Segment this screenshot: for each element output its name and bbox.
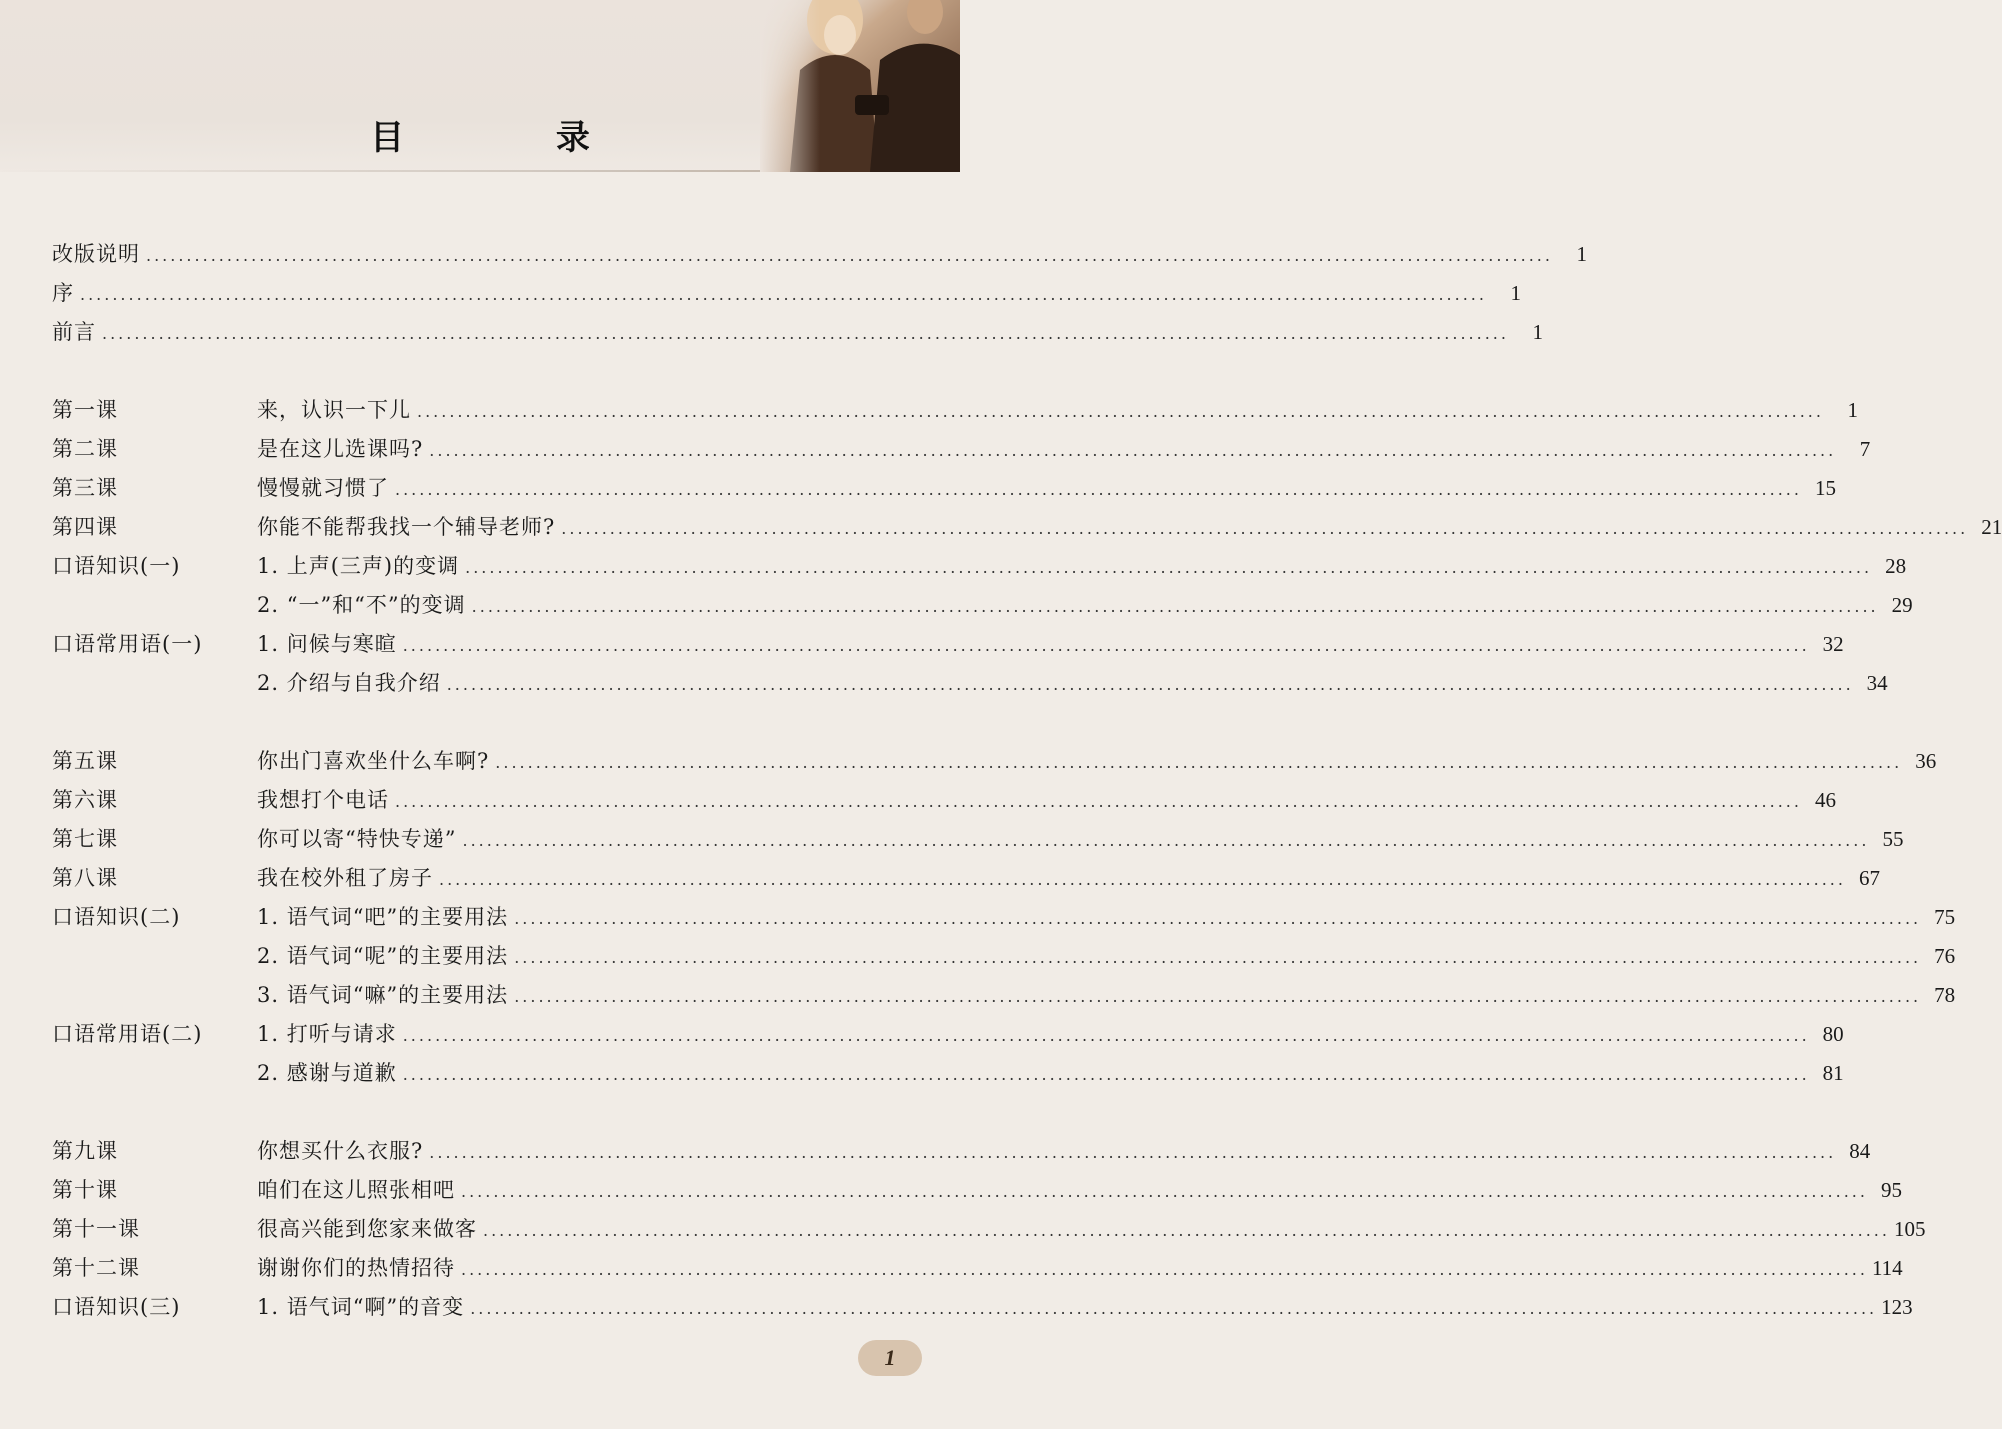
leader-dots: ..............................................................................................................................................................................	[395, 792, 1802, 811]
toc-entry-title: 咱们在这儿照张相吧	[257, 1178, 455, 1202]
toc-entry-label: 序	[52, 281, 74, 305]
toc-entry-page: 123	[1881, 1295, 1913, 1319]
toc-entry[interactable]	[52, 549, 1907, 583]
leader-dots: ..............................................................................................................................................................................	[429, 1143, 1837, 1162]
toc-entry-label: 第七课	[52, 827, 118, 851]
toc-entry-title: 1. 上声(三声)的变调	[257, 554, 460, 578]
toc-entry-label: 第九课	[52, 1139, 118, 1163]
toc-entry-page: 105	[1893, 1217, 1926, 1241]
toc-entry-label: 第八课	[52, 866, 118, 890]
toc-entry-title: 很高兴能到您家来做客	[257, 1217, 477, 1241]
toc-entry-page: 29	[1891, 593, 1913, 617]
leader-dots: ..............................................................................................................................................................................	[446, 675, 1854, 694]
toc-entry[interactable]	[52, 393, 1858, 427]
toc-entry-title: 2. 感谢与道歉	[257, 1061, 397, 1085]
toc-entry-title: 1. 语气词“吧”的主要用法	[257, 905, 509, 929]
leader-dots: ..............................................................................................................................................................................	[439, 870, 1846, 889]
toc-entry-label: 口语常用语(一)	[52, 632, 203, 656]
toc-entry[interactable]	[52, 1056, 1844, 1090]
toc-entry-title: 我想打个电话	[257, 788, 389, 812]
toc-entry-label: 第十二课	[52, 1256, 140, 1280]
toc-entry-title: 3. 语气词“嘛”的主要用法	[257, 983, 509, 1007]
toc-entry-page: 1	[1532, 320, 1543, 344]
leader-dots: ..............................................................................................................................................................................	[146, 246, 1553, 265]
leader-dots: ..............................................................................................................................................................................	[102, 324, 1509, 343]
toc-entry-title: 是在这儿选课吗?	[257, 437, 424, 461]
leader-dots: ..............................................................................................................................................................................	[461, 1260, 1868, 1279]
toc-entry[interactable]	[52, 471, 1836, 505]
toc-entry-label: 口语知识(一)	[52, 554, 181, 578]
toc-entry[interactable]	[52, 1290, 1913, 1324]
toc-entry-page: 1	[1847, 398, 1858, 422]
toc-entry-title: 来，认识一下儿	[257, 398, 411, 422]
leader-dots: ..............................................................................................................................................................................	[402, 636, 1810, 655]
toc-entry-title: 1. 语气词“啊”的音变	[257, 1295, 465, 1319]
toc-entry[interactable]	[52, 432, 1871, 466]
toc-entry[interactable]	[52, 822, 1904, 856]
toc-entry[interactable]	[52, 276, 1521, 310]
toc-entry-title: 你能不能帮我找一个辅导老师?	[257, 515, 556, 539]
toc-entry[interactable]	[52, 1251, 1903, 1285]
toc-entry-label: 第三课	[52, 476, 118, 500]
toc-entry[interactable]	[52, 627, 1844, 661]
toc-entry-page: 114	[1871, 1256, 1903, 1280]
toc-entry-page: 95	[1880, 1178, 1902, 1202]
toc-entry-label: 改版说明	[52, 242, 140, 266]
toc-entry-label: 口语常用语(二)	[52, 1022, 203, 1046]
leader-dots: ..............................................................................................................................................................................	[561, 519, 1969, 538]
toc-entry[interactable]	[52, 744, 1937, 778]
toc-entry-page: 81	[1822, 1061, 1844, 1085]
page-title: 目 录	[370, 118, 660, 158]
toc-entry-page: 21	[1981, 515, 2002, 539]
toc-entry[interactable]	[52, 237, 1587, 271]
toc-entry-title: 1. 打听与请求	[257, 1022, 397, 1046]
toc-entry-title: 2. 语气词“呢”的主要用法	[257, 944, 509, 968]
toc-entry-page: 15	[1814, 476, 1836, 500]
toc-entry[interactable]	[52, 978, 1956, 1012]
toc-entry[interactable]	[52, 510, 2002, 544]
leader-dots: ..............................................................................................................................................................................	[417, 402, 1824, 421]
toc-entry-label: 口语知识(三)	[52, 1295, 181, 1319]
page-number-badge: 1	[858, 1340, 922, 1376]
toc-entry-title: 你出门喜欢坐什么车啊?	[257, 749, 490, 773]
toc-entry-label: 第十一课	[52, 1217, 140, 1241]
leader-dots: ..............................................................................................................................................................................	[402, 1026, 1810, 1045]
toc-entry[interactable]	[52, 1212, 1926, 1246]
leader-dots: ..............................................................................................................................................................................	[495, 753, 1903, 772]
leader-dots: ..............................................................................................................................................................................	[462, 831, 1870, 850]
toc-entry-title: 谢谢你们的热情招待	[257, 1256, 455, 1280]
leader-dots: ..............................................................................................................................................................................	[461, 1182, 1868, 1201]
toc-entry-label: 第一课	[52, 398, 118, 422]
toc-entry-page: 1	[1510, 281, 1521, 305]
toc-entry-page: 67	[1858, 866, 1880, 890]
toc-entry-label: 第六课	[52, 788, 118, 812]
toc-entry-title: 2. 介绍与自我介绍	[257, 671, 441, 695]
toc-entry-label: 第四课	[52, 515, 118, 539]
toc-entry-page: 7	[1859, 437, 1871, 461]
toc-entry-label: 前言	[52, 320, 96, 344]
toc-entry-title: 慢慢就习惯了	[257, 476, 389, 500]
toc-entry-title: 你想买什么衣服?	[257, 1139, 424, 1163]
toc-entry[interactable]	[52, 900, 1956, 934]
toc-entry[interactable]	[52, 588, 1913, 622]
leader-dots: ..............................................................................................................................................................................	[470, 1299, 1878, 1318]
toc-entry-page: 28	[1885, 554, 1907, 578]
toc-entry-label: 第五课	[52, 749, 118, 773]
toc-entry-page: 1	[1576, 242, 1587, 266]
toc-entry-page: 55	[1882, 827, 1904, 851]
toc-entry[interactable]	[52, 783, 1836, 817]
toc-entry-label: 第十课	[52, 1178, 118, 1202]
leader-dots: ..............................................................................................................................................................................	[514, 909, 1922, 928]
toc-entry[interactable]	[52, 1017, 1844, 1051]
leader-dots: ..............................................................................................................................................................................	[483, 1221, 1890, 1240]
leader-dots: ..............................................................................................................................................................................	[429, 441, 1837, 460]
leader-dots: ..............................................................................................................................................................................	[514, 987, 1922, 1006]
toc-entry-page: 75	[1934, 905, 1956, 929]
toc-entry-page: 84	[1849, 1139, 1871, 1163]
toc-entry[interactable]	[52, 1134, 1871, 1168]
toc-entry-page: 36	[1915, 749, 1937, 773]
toc-entry-title: 1. 问候与寒暄	[257, 632, 397, 656]
leader-dots: ..............................................................................................................................................................................	[80, 285, 1487, 304]
toc-entry-title: 我在校外租了房子	[257, 866, 433, 890]
toc-entry[interactable]	[52, 939, 1956, 973]
toc-entry-label: 第二课	[52, 437, 118, 461]
toc-entry-page: 32	[1822, 632, 1844, 656]
toc-entry-title: 你可以寄“特快专递”	[257, 827, 457, 851]
leader-dots: ..............................................................................................................................................................................	[465, 558, 1873, 577]
leader-dots: ..............................................................................................................................................................................	[395, 480, 1802, 499]
toc-entry-page: 76	[1934, 944, 1956, 968]
leader-dots: ..............................................................................................................................................................................	[402, 1065, 1810, 1084]
toc-entry[interactable]	[52, 1173, 1902, 1207]
toc-entry-page: 46	[1814, 788, 1836, 812]
toc-entry-title: 2. “一”和“不”的变调	[257, 593, 466, 617]
toc-entry-page: 34	[1866, 671, 1888, 695]
toc-entry-page: 78	[1934, 983, 1956, 1007]
toc-entry-label: 口语知识(二)	[52, 905, 181, 929]
toc-entry-page: 80	[1822, 1022, 1844, 1046]
toc-entry[interactable]	[52, 666, 1888, 700]
leader-dots: ..............................................................................................................................................................................	[514, 948, 1922, 967]
toc-entry[interactable]	[52, 315, 1543, 349]
leader-dots: ..............................................................................................................................................................................	[471, 597, 1879, 616]
toc-entry[interactable]	[52, 861, 1880, 895]
